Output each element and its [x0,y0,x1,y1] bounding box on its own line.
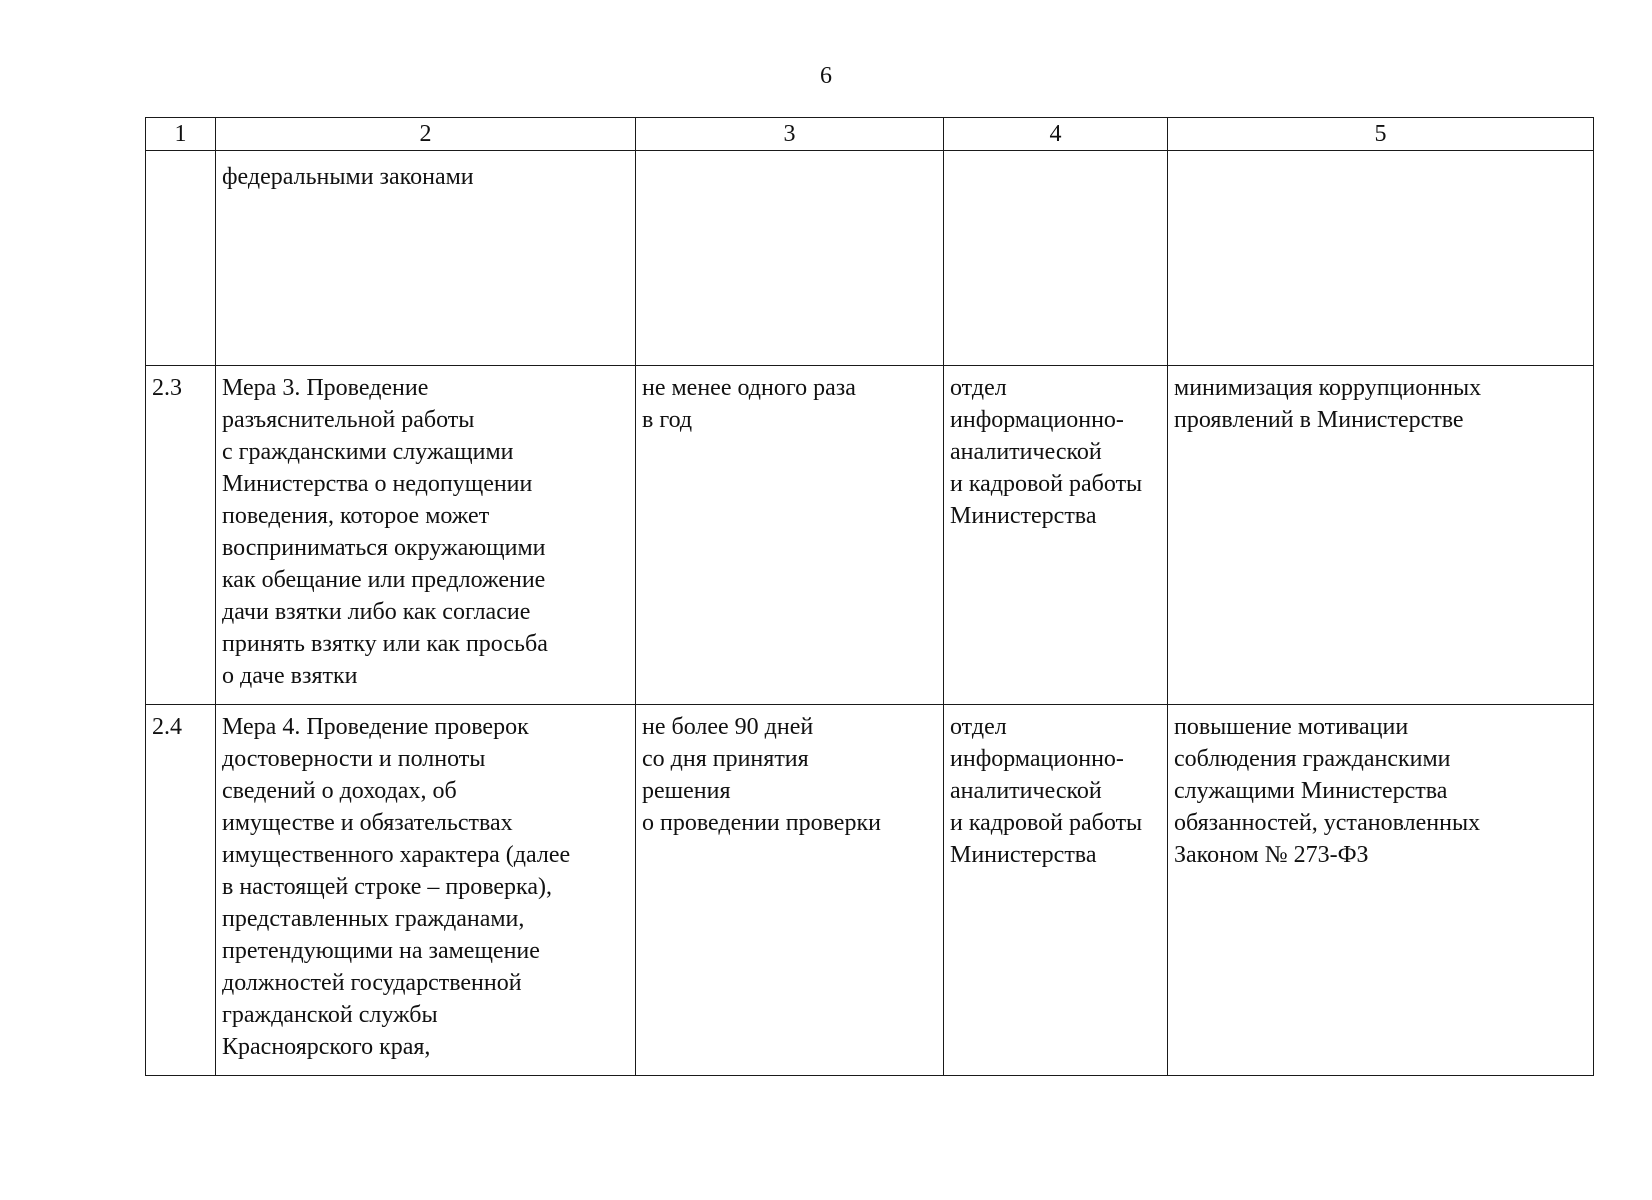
column-header-4: 4 [944,118,1168,151]
result-cell: повышение мотивации соблюдения гражданскими служащими Министерства обязанностей, установленных Законом № 273-ФЗ [1168,705,1594,1076]
row-number-cell: 2.3 [146,366,216,705]
measures-table [145,117,1594,1076]
result-cell [1168,151,1594,366]
column-header-2: 2 [216,118,636,151]
table-header-row [146,118,1594,151]
table-row [146,366,1594,705]
term-cell: не менее одного раза в год [636,366,944,705]
table-row [146,705,1594,1076]
column-header-1: 1 [146,118,216,151]
responsible-cell: отдел информационно- аналитической и кадровой работы Министерства [944,705,1168,1076]
measure-cell: Мера 4. Проведение проверок достоверности и полноты сведений о доходах, об имуществе и обязательствах имущественного характера (далее в настоящей строке – проверка), представленных гражданами, претендующими на замещение должностей государственной гражданской службы Красноярского края, [216,705,636,1076]
column-header-5: 5 [1168,118,1594,151]
term-cell [636,151,944,366]
measure-cell: федеральными законами [216,151,636,366]
row-number-cell: 2.4 [146,705,216,1076]
measure-cell: Мера 3. Проведение разъяснительной работы с гражданскими служащими Министерства о недопущении поведения, которое может восприниматься окружающими как обещание или предложение дачи взятки либо как согласие принять взятку или как просьба о даче взятки [216,366,636,705]
responsible-cell: отдел информационно- аналитической и кадровой работы Министерства [944,366,1168,705]
page-number: 6 [820,63,832,89]
table-row [146,151,1594,366]
row-number-cell [146,151,216,366]
result-cell: минимизация коррупционных проявлений в Министерстве [1168,366,1594,705]
responsible-cell [944,151,1168,366]
column-header-3: 3 [636,118,944,151]
term-cell: не более 90 дней со дня принятия решения о проведении проверки [636,705,944,1076]
